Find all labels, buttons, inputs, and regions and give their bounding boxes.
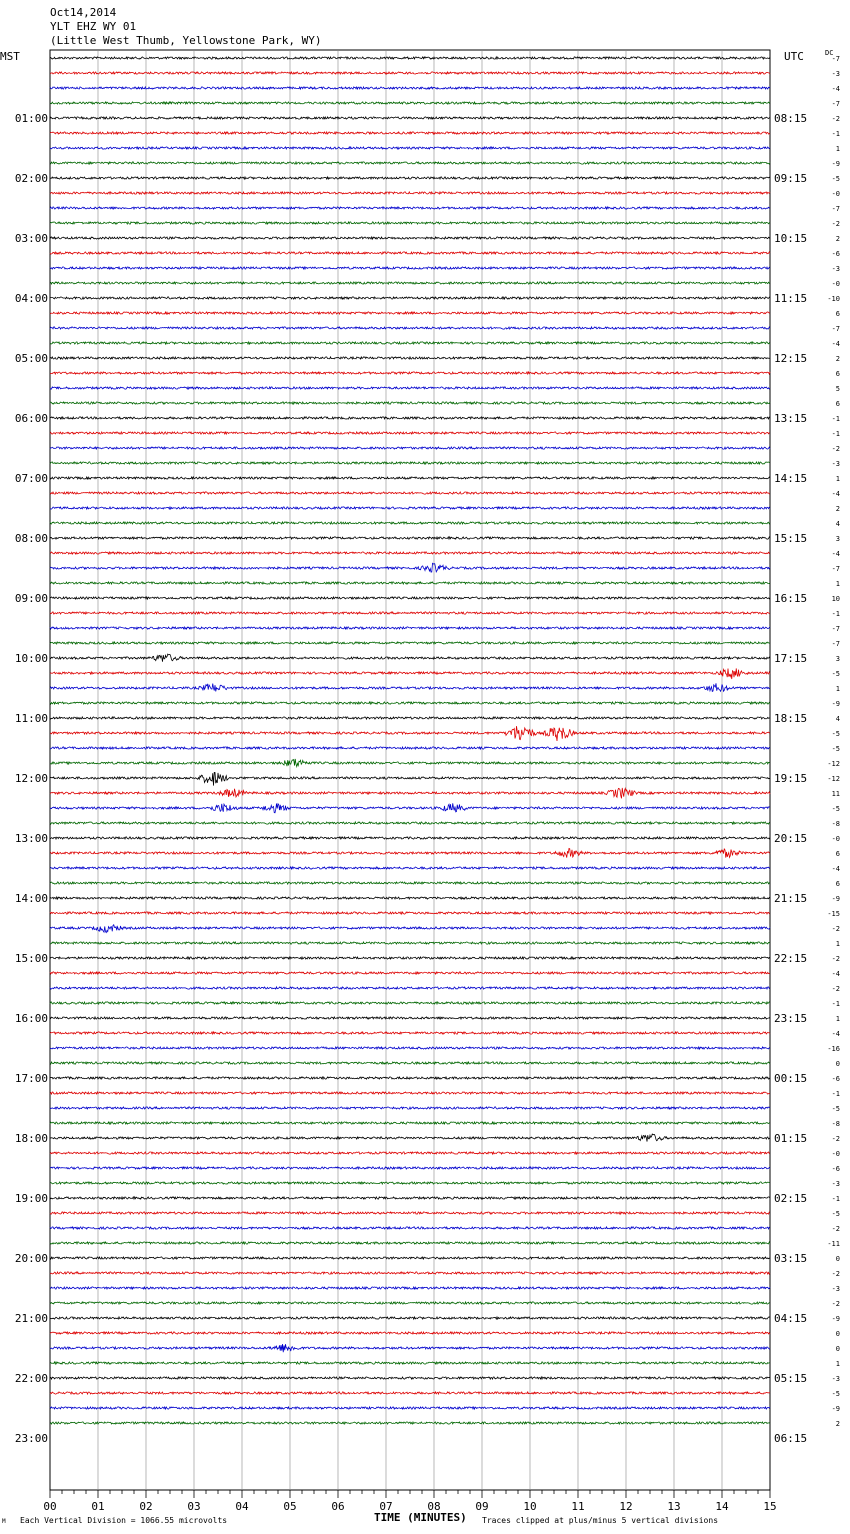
- dc-offset-label: -6: [831, 1075, 840, 1083]
- dc-offset-label: 5: [835, 385, 840, 393]
- x-tick-label: 00: [43, 1500, 57, 1513]
- dc-offset-label: -0: [831, 1150, 840, 1158]
- trace-line: [50, 1197, 770, 1199]
- dc-offset-label: -1: [831, 1195, 840, 1203]
- right-hour-label: 04:15: [774, 1312, 808, 1325]
- dc-offset-label: -11: [827, 1240, 840, 1248]
- dc-offset-label: -2: [831, 220, 840, 228]
- right-hour-label: 09:15: [774, 172, 808, 185]
- dc-offset-label: -8: [831, 820, 840, 828]
- trace-line: [50, 177, 770, 179]
- dc-offset-label: -7: [831, 565, 840, 573]
- dc-offset-label: -4: [831, 970, 840, 978]
- dc-offset-label: -0: [831, 280, 840, 288]
- dc-offset-label: -4: [831, 85, 840, 93]
- dc-offset-label: -2: [831, 445, 840, 453]
- trace-line: [50, 207, 770, 209]
- dc-offset-label: -2: [831, 925, 840, 933]
- dc-offset-label: -2: [831, 1300, 840, 1308]
- left-hour-label: 04:00: [14, 292, 48, 305]
- right-hour-label: 11:15: [774, 292, 808, 305]
- dc-offset-label: 2: [835, 355, 840, 363]
- trace-line: [50, 312, 770, 314]
- trace-line: [50, 654, 770, 662]
- x-tick-label: 06: [331, 1500, 345, 1513]
- trace-line: [50, 357, 770, 359]
- trace-line: [50, 1092, 770, 1094]
- left-hour-label: 14:00: [14, 892, 48, 905]
- trace-line: [50, 1392, 770, 1394]
- dc-offset-label: -2: [831, 1225, 840, 1233]
- trace-line: [50, 1257, 770, 1259]
- dc-offset-label: 11: [831, 790, 840, 798]
- dc-offset-label: 6: [835, 310, 840, 318]
- trace-line: [50, 222, 770, 224]
- dc-offset-label: 0: [835, 1345, 840, 1353]
- trace-line: [50, 867, 770, 869]
- trace-line: [50, 1227, 770, 1229]
- dc-offset-label: -7: [831, 625, 840, 633]
- x-tick-label: 15: [763, 1500, 777, 1513]
- trace-line: [50, 342, 770, 344]
- dc-offset-label: -2: [831, 1270, 840, 1278]
- dc-offset-label: -5: [831, 175, 840, 183]
- trace-line: [50, 627, 770, 629]
- x-tick-label: 07: [379, 1500, 393, 1513]
- trace-line: [50, 1077, 770, 1079]
- dc-offset-label: -4: [831, 340, 840, 348]
- dc-offset-label: -5: [831, 805, 840, 813]
- dc-offset-label: 1: [835, 940, 840, 948]
- left-hour-label: 13:00: [14, 832, 48, 845]
- trace-line: [50, 1377, 770, 1379]
- dc-offset-label: -7: [831, 55, 840, 63]
- left-hour-label: 01:00: [14, 112, 48, 125]
- right-hour-label: 01:15: [774, 1132, 808, 1145]
- trace-line: [50, 717, 770, 719]
- trace-line: [50, 1167, 770, 1169]
- x-tick-label: 03: [187, 1500, 201, 1513]
- dc-offset-label: -4: [831, 865, 840, 873]
- trace-line: [50, 492, 770, 494]
- dc-offset-label: -3: [831, 265, 840, 273]
- dc-offset-label: 0: [835, 1330, 840, 1338]
- trace-line: [50, 1422, 770, 1424]
- trace-line: [50, 1317, 770, 1319]
- right-hour-label: 23:15: [774, 1012, 808, 1025]
- right-hour-label: 06:15: [774, 1432, 808, 1445]
- trace-line: [50, 1362, 770, 1364]
- left-hour-label: 05:00: [14, 352, 48, 365]
- left-hour-label: 12:00: [14, 772, 48, 785]
- dc-offset-label: -1: [831, 1090, 840, 1098]
- dc-offset-label: -6: [831, 250, 840, 258]
- x-tick-label: 12: [619, 1500, 633, 1513]
- trace-line: [50, 447, 770, 449]
- clip-note: Traces clipped at plus/minus 5 vertical divisions: [482, 1516, 719, 1525]
- trace-line: [50, 683, 770, 691]
- trace-line: [50, 597, 770, 599]
- dc-offset-label: 0: [835, 1255, 840, 1263]
- x-tick-label: 14: [715, 1500, 729, 1513]
- trace-line: [50, 1272, 770, 1274]
- dc-offset-label: -2: [831, 1135, 840, 1143]
- left-hour-label: 08:00: [14, 532, 48, 545]
- dc-offset-label: 6: [835, 850, 840, 858]
- dc-offset-label: 2: [835, 505, 840, 513]
- dc-offset-label: -5: [831, 1210, 840, 1218]
- right-timezone-label: UTC: [784, 50, 804, 63]
- dc-offset-label: 6: [835, 370, 840, 378]
- trace-line: [50, 162, 770, 164]
- dc-offset-label: -2: [831, 985, 840, 993]
- trace-line: [50, 57, 770, 59]
- trace-line: [50, 297, 770, 299]
- trace-line: [50, 1302, 770, 1304]
- x-tick-label: 11: [571, 1500, 585, 1513]
- left-hour-label: 16:00: [14, 1012, 48, 1025]
- plot-frame: [50, 50, 770, 1490]
- dc-offset-label: -3: [831, 460, 840, 468]
- left-hour-label: 20:00: [14, 1252, 48, 1265]
- dc-offset-label: 1: [835, 580, 840, 588]
- dc-offset-label: -4: [831, 1030, 840, 1038]
- dc-offset-label: -0: [831, 190, 840, 198]
- station-location: (Little West Thumb, Yellowstone Park, WY): [50, 34, 322, 47]
- right-hour-label: 12:15: [774, 352, 808, 365]
- trace-line: [50, 882, 770, 884]
- x-tick-label: 10: [523, 1500, 537, 1513]
- trace-line: [50, 1062, 770, 1064]
- trace-line: [50, 822, 770, 824]
- dc-offset-label: 4: [835, 520, 840, 528]
- trace-line: [50, 282, 770, 284]
- left-timezone-label: MST: [0, 50, 20, 63]
- dc-offset-label: -9: [831, 895, 840, 903]
- trace-line: [50, 563, 770, 572]
- dc-offset-label: -7: [831, 325, 840, 333]
- left-hour-label: 19:00: [14, 1192, 48, 1205]
- x-axis-title: TIME (MINUTES): [374, 1511, 467, 1524]
- x-tick-label: 09: [475, 1500, 489, 1513]
- trace-line: [50, 848, 770, 857]
- trace-line: [50, 417, 770, 419]
- dc-offset-label: -1: [831, 1000, 840, 1008]
- dc-offset-label: -7: [831, 100, 840, 108]
- x-tick-label: 04: [235, 1500, 249, 1513]
- x-tick-label: 13: [667, 1500, 681, 1513]
- dc-offset-label: -6: [831, 1165, 840, 1173]
- trace-line: [50, 1332, 770, 1334]
- trace-line: [50, 537, 770, 539]
- right-hour-label: 13:15: [774, 412, 808, 425]
- x-tick-label: 05: [283, 1500, 297, 1513]
- trace-line: [50, 267, 770, 269]
- trace-line: [50, 237, 770, 239]
- trace-line: [50, 772, 770, 785]
- right-hour-label: 21:15: [774, 892, 808, 905]
- trace-line: [50, 668, 770, 679]
- trace-line: [50, 987, 770, 989]
- dc-offset-label: -12: [827, 775, 840, 783]
- dc-offset-label: -2: [831, 115, 840, 123]
- dc-offset-label: -9: [831, 160, 840, 168]
- trace-line: [50, 1134, 770, 1142]
- station-code: YLT EHZ WY 01: [50, 20, 137, 33]
- trace-line: [50, 726, 770, 741]
- left-hour-label: 09:00: [14, 592, 48, 605]
- dc-offset-label: -9: [831, 1405, 840, 1413]
- trace-line: [50, 132, 770, 134]
- dc-offset-label: 10: [831, 595, 840, 603]
- right-hour-label: 22:15: [774, 952, 808, 965]
- left-hour-label: 23:00: [14, 1432, 48, 1445]
- dc-offset-label: 4: [835, 715, 840, 723]
- dc-offset-label: -9: [831, 1315, 840, 1323]
- corner-mark: M: [2, 1518, 6, 1525]
- dc-offset-label: -9: [831, 700, 840, 708]
- right-hour-label: 00:15: [774, 1072, 808, 1085]
- trace-line: [50, 1182, 770, 1184]
- trace-line: [50, 642, 770, 644]
- trace-line: [50, 402, 770, 404]
- dc-offset-label: -5: [831, 670, 840, 678]
- trace-line: [50, 387, 770, 389]
- left-hour-label: 07:00: [14, 472, 48, 485]
- dc-offset-label: -4: [831, 550, 840, 558]
- trace-line: [50, 612, 770, 614]
- trace-line: [50, 582, 770, 584]
- dc-offset-label: -10: [827, 295, 840, 303]
- dc-offset-label: -1: [831, 415, 840, 423]
- dc-offset-label: -1: [831, 130, 840, 138]
- trace-line: [50, 1212, 770, 1214]
- right-hour-label: 19:15: [774, 772, 808, 785]
- dc-offset-label: 1: [835, 1360, 840, 1368]
- trace-line: [50, 972, 770, 974]
- dc-offset-label: -2: [831, 955, 840, 963]
- trace-line: [50, 72, 770, 74]
- trace-line: [50, 702, 770, 704]
- right-hour-label: 15:15: [774, 532, 808, 545]
- trace-line: [50, 1032, 770, 1034]
- trace-line: [50, 87, 770, 89]
- trace-line: [50, 1344, 770, 1352]
- dc-offset-label: 2: [835, 1420, 840, 1428]
- right-hour-label: 20:15: [774, 832, 808, 845]
- dc-offset-label: 2: [835, 235, 840, 243]
- left-hour-label: 17:00: [14, 1072, 48, 1085]
- dc-offset-label: 3: [835, 655, 840, 663]
- x-tick-label: 01: [91, 1500, 105, 1513]
- trace-line: [50, 1407, 770, 1409]
- right-hour-label: 10:15: [774, 232, 808, 245]
- trace-line: [50, 957, 770, 959]
- trace-line: [50, 552, 770, 554]
- trace-line: [50, 912, 770, 914]
- trace-line: [50, 788, 770, 798]
- dc-offset-label: -3: [831, 1375, 840, 1383]
- dc-offset-label: -12: [827, 760, 840, 768]
- left-hour-label: 03:00: [14, 232, 48, 245]
- right-hour-label: 08:15: [774, 112, 808, 125]
- dc-offset-label: 1: [835, 475, 840, 483]
- trace-line: [50, 1047, 770, 1049]
- trace-line: [50, 925, 770, 933]
- left-hour-label: 06:00: [14, 412, 48, 425]
- left-hour-label: 18:00: [14, 1132, 48, 1145]
- x-tick-label: 08: [427, 1500, 441, 1513]
- trace-line: [50, 803, 770, 813]
- plot-date: Oct14,2014: [50, 6, 117, 19]
- right-hour-label: 05:15: [774, 1372, 808, 1385]
- trace-line: [50, 327, 770, 329]
- dc-offset-label: -15: [827, 910, 840, 918]
- trace-line: [50, 192, 770, 194]
- dc-offset-label: -0: [831, 835, 840, 843]
- dc-offset-label: -4: [831, 490, 840, 498]
- dc-offset-label: 1: [835, 685, 840, 693]
- trace-line: [50, 747, 770, 749]
- trace-line: [50, 759, 770, 767]
- trace-line: [50, 1287, 770, 1289]
- dc-offset-label: 1: [835, 1015, 840, 1023]
- right-hour-label: 16:15: [774, 592, 808, 605]
- right-hour-label: 14:15: [774, 472, 808, 485]
- trace-line: [50, 102, 770, 104]
- dc-offset-label: 6: [835, 400, 840, 408]
- trace-line: [50, 1242, 770, 1244]
- left-hour-label: 10:00: [14, 652, 48, 665]
- dc-offset-label: -3: [831, 1180, 840, 1188]
- right-hour-label: 17:15: [774, 652, 808, 665]
- dc-offset-label: -1: [831, 610, 840, 618]
- trace-line: [50, 252, 770, 254]
- trace-line: [50, 372, 770, 374]
- trace-line: [50, 1152, 770, 1154]
- dc-offset-label: 6: [835, 880, 840, 888]
- dc-offset-label: -5: [831, 730, 840, 738]
- trace-line: [50, 432, 770, 434]
- trace-line: [50, 837, 770, 839]
- left-hour-label: 02:00: [14, 172, 48, 185]
- trace-line: [50, 462, 770, 464]
- dc-offset-label: -16: [827, 1045, 840, 1053]
- left-hour-label: 15:00: [14, 952, 48, 965]
- left-hour-label: 11:00: [14, 712, 48, 725]
- trace-line: [50, 477, 770, 479]
- dc-offset-label: -5: [831, 745, 840, 753]
- dc-offset-label: 3: [835, 535, 840, 543]
- dc-offset-label: -3: [831, 1285, 840, 1293]
- trace-line: [50, 147, 770, 149]
- trace-line: [50, 522, 770, 524]
- trace-line: [50, 897, 770, 899]
- dc-offset-label: -5: [831, 1390, 840, 1398]
- dc-offset-label: -7: [831, 640, 840, 648]
- left-hour-label: 21:00: [14, 1312, 48, 1325]
- dc-offset-label: 1: [835, 145, 840, 153]
- right-hour-label: 02:15: [774, 1192, 808, 1205]
- dc-offset-label: -7: [831, 205, 840, 213]
- trace-line: [50, 942, 770, 944]
- trace-line: [50, 507, 770, 509]
- right-hour-label: 03:15: [774, 1252, 808, 1265]
- scale-note: Each Vertical Division = 1066.55 microvolts: [20, 1516, 228, 1525]
- dc-offset-label: -5: [831, 1105, 840, 1113]
- dc-offset-label: -8: [831, 1120, 840, 1128]
- dc-offset-header: DC: [825, 49, 834, 57]
- left-hour-label: 22:00: [14, 1372, 48, 1385]
- trace-line: [50, 1002, 770, 1004]
- dc-offset-label: 0: [835, 1060, 840, 1068]
- trace-line: [50, 1017, 770, 1019]
- x-tick-label: 02: [139, 1500, 153, 1513]
- trace-line: [50, 1107, 770, 1109]
- right-hour-label: 18:15: [774, 712, 808, 725]
- dc-offset-label: -3: [831, 70, 840, 78]
- trace-line: [50, 117, 770, 119]
- dc-offset-label: -1: [831, 430, 840, 438]
- trace-line: [50, 1122, 770, 1124]
